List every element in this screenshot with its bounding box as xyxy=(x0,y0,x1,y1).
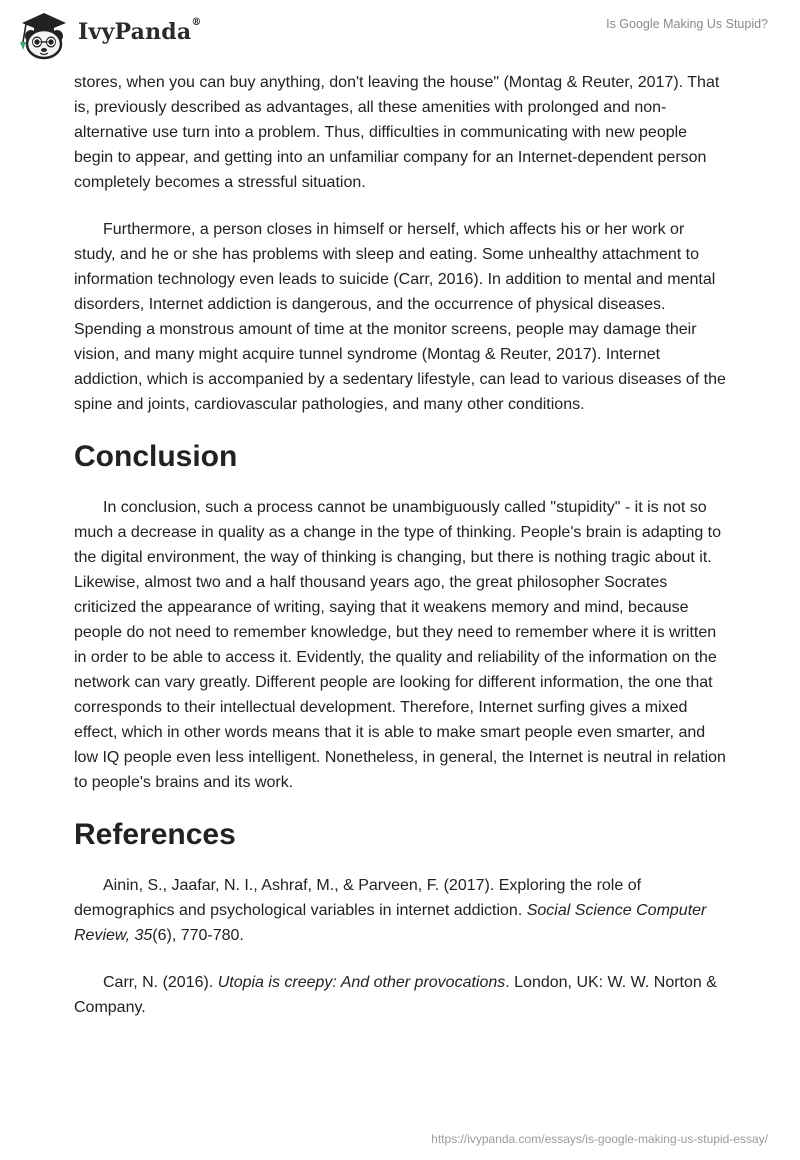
brand-name[interactable]: IvyPanda® xyxy=(78,17,202,45)
reference-entry: Ainin, S., Jaafar, N. I., Ashraf, M., & Parveen, F. (2017). Exploring the role of demographics and psychological variables in internet addiction. Social Science Computer Review, 35(6), 770-780. xyxy=(74,877,707,944)
panda-logo-icon[interactable] xyxy=(14,10,74,60)
body-paragraph: Furthermore, a person closes in himself or herself, which affects his or her work or study, and he or she has problems with sleep and eating. Some unhealthy attachment to information technology even leads to suicide (Carr, 2016). In addition to mental and mental disorders, Internet addiction is dangerous, and the occurrence of physical diseases. Spending a monstrous amount of time at the monitor screens, people may damage their vision, and many might acquire tunnel syndrome (Montag & Reuter, 2017). Internet addiction, which is accompanied by a sedentary lifestyle, can lead to various diseases of the spine and joints, cardiovascular pathologies, and many other conditions. xyxy=(74,221,726,413)
conclusion-heading: Conclusion xyxy=(74,440,238,473)
reference-entry: Carr, N. (2016). Utopia is creepy: And other provocations. London, UK: W. W. Norton & Company. xyxy=(74,974,717,1016)
essay-body xyxy=(74,70,726,1042)
page-header xyxy=(0,0,800,68)
references-heading: References xyxy=(74,818,236,851)
source-url-link[interactable]: https://ivypanda.com/essays/is-google-making-us-stupid-essay/ xyxy=(431,1132,768,1146)
document-title: Is Google Making Us Stupid? xyxy=(606,17,768,31)
body-paragraph: stores, when you can buy anything, don't leaving the house" (Montag & Reuter, 2017). That is, previously described as advantages, all these amenities with prolonged and non-alternative use turn into a problem. Thus, difficulties in communicating with new people begin to appear, and getting into an unfamiliar company for an Internet-dependent person completely becomes a stressful situation. xyxy=(74,74,720,191)
conclusion-paragraph: In conclusion, such a process cannot be unambiguously called "stupidity" - it is not so much a decrease in quality as a change in the type of thinking. People's brain is adapting to the digital environment, the way of thinking is changing, but there is nothing tragic about it. Likewise, almost two and a half thousand years ago, the great philosopher Socrates criticized the appearance of writing, saying that it weakens memory and mind, because people do not need to remember knowledge, but they need to remember where it is written in order to be able to access it. Evidently, the quality and reliability of the information on the network can vary greatly. Different people are looking for different information, the one that corresponds to their intellectual development. Therefore, Internet surfing gives a mixed effect, which in other words means that it is able to make smart people even smarter, and low IQ people even less intelligent. Nonetheless, in general, the Internet is neutral in relation to people's brains and its work. xyxy=(74,499,726,791)
